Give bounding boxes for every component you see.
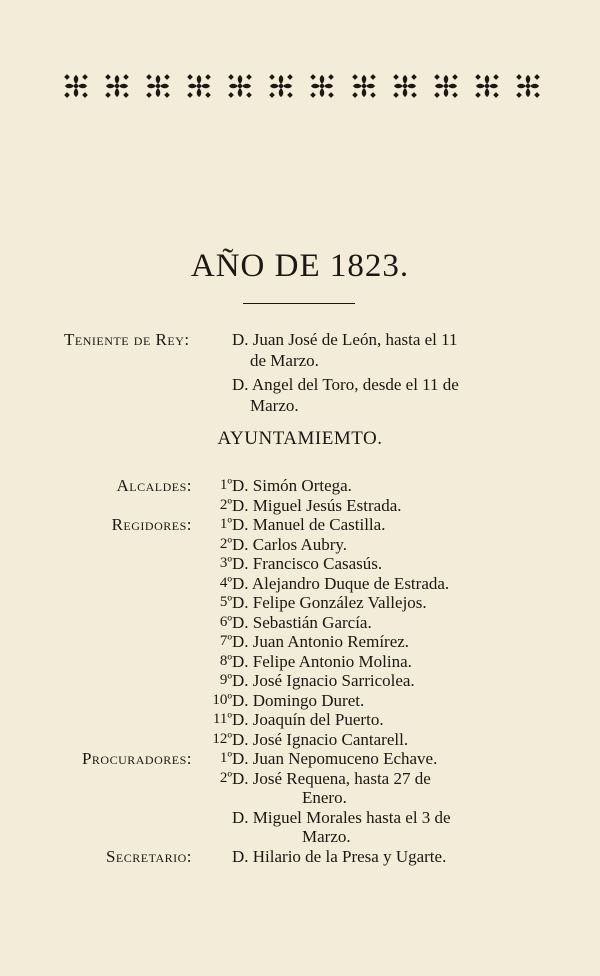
member-name: Enero.	[302, 788, 347, 807]
member-name: D. Juan Nepomuceno Echave.	[232, 749, 438, 768]
ordinal: 2º	[219, 496, 232, 513]
ordinal: 1º	[219, 516, 232, 532]
teniente-entry-line: Marzo.	[250, 396, 299, 415]
ordinal: 11º	[212, 711, 232, 727]
ornament-flower-icon	[393, 74, 417, 103]
ornament-border	[64, 74, 540, 103]
secretario-name: D. Hilario de la Presa y Ugarte.	[232, 846, 447, 866]
ordinal: 12º	[212, 730, 232, 747]
member-name: D. Carlos Aubry.	[232, 534, 348, 554]
member-name: D. Miguel Jesús Estrada.	[232, 495, 402, 515]
ordinal: 7º	[219, 633, 232, 649]
ornament-flower-icon	[105, 74, 129, 103]
ordinal: 2º	[219, 769, 232, 786]
teniente-entry-line: D. Angel del Toro, desde el 11 de	[232, 375, 459, 394]
ornament-flower-icon	[310, 74, 334, 103]
member-name: D. Manuel de Castilla.	[232, 515, 386, 534]
teniente-entry-line: de Marzo.	[250, 351, 319, 370]
page-title: AÑO DE 1823.	[190, 248, 410, 284]
ornament-flower-icon	[187, 74, 211, 103]
teniente-label: Teniente de Rey:	[64, 330, 190, 349]
ornament-flower-icon	[146, 74, 170, 103]
ornament-flower-icon	[434, 74, 458, 103]
procuradores-label: Procuradores:	[81, 749, 192, 768]
ordinal: 5º	[219, 594, 232, 610]
ordinal: 2º	[219, 535, 232, 552]
ornament-flower-icon	[352, 74, 376, 103]
teniente-entry-line: D. Juan José de León, hasta el 11	[232, 330, 458, 349]
member-name: D. Domingo Duret.	[232, 690, 365, 710]
member-name: D. Francisco Casasús.	[232, 554, 383, 573]
member-name: D. Joaquín del Puerto.	[232, 710, 384, 729]
member-name: D. Miguel Morales hasta el 3 de	[232, 807, 451, 827]
member-name: D. José Ignacio Sarricolea.	[232, 671, 415, 690]
member-name: D. José Requena, hasta 27 de	[232, 768, 431, 788]
ornament-flower-icon	[64, 74, 88, 103]
ordinal: 1º	[219, 750, 232, 766]
member-name: D. Juan Antonio Remírez.	[232, 632, 410, 651]
ordinal: 1º	[219, 477, 232, 493]
regidores-label: Regidores:	[111, 515, 192, 534]
member-name: D. Sebastián García.	[232, 612, 372, 632]
member-name: D. Alejandro Duque de Estrada.	[232, 573, 450, 593]
member-name: Marzo.	[302, 827, 351, 846]
ornament-flower-icon	[228, 74, 252, 103]
member-name: D. Simón Ortega.	[232, 476, 352, 495]
member-name: D. José Ignacio Cantarell.	[232, 729, 409, 749]
ordinal: 10º	[212, 691, 232, 708]
title-rule	[243, 303, 355, 304]
ordinal: 3º	[219, 555, 232, 571]
ordinal: 4º	[219, 574, 232, 591]
alcaldes-label: Alcaldes:	[116, 476, 192, 495]
ornament-flower-icon	[269, 74, 293, 103]
ordinal: 9º	[219, 672, 232, 688]
ordinal: 8º	[219, 652, 232, 669]
ornament-flower-icon	[516, 74, 540, 103]
ordinal: 6º	[219, 613, 232, 630]
section-title: AYUNTAMIEMTO.	[217, 428, 383, 449]
ornament-flower-icon	[475, 74, 499, 103]
member-name: D. Felipe González Vallejos.	[232, 593, 427, 612]
secretario-label: Secretario:	[105, 846, 192, 866]
member-name: D. Felipe Antonio Molina.	[232, 651, 412, 671]
